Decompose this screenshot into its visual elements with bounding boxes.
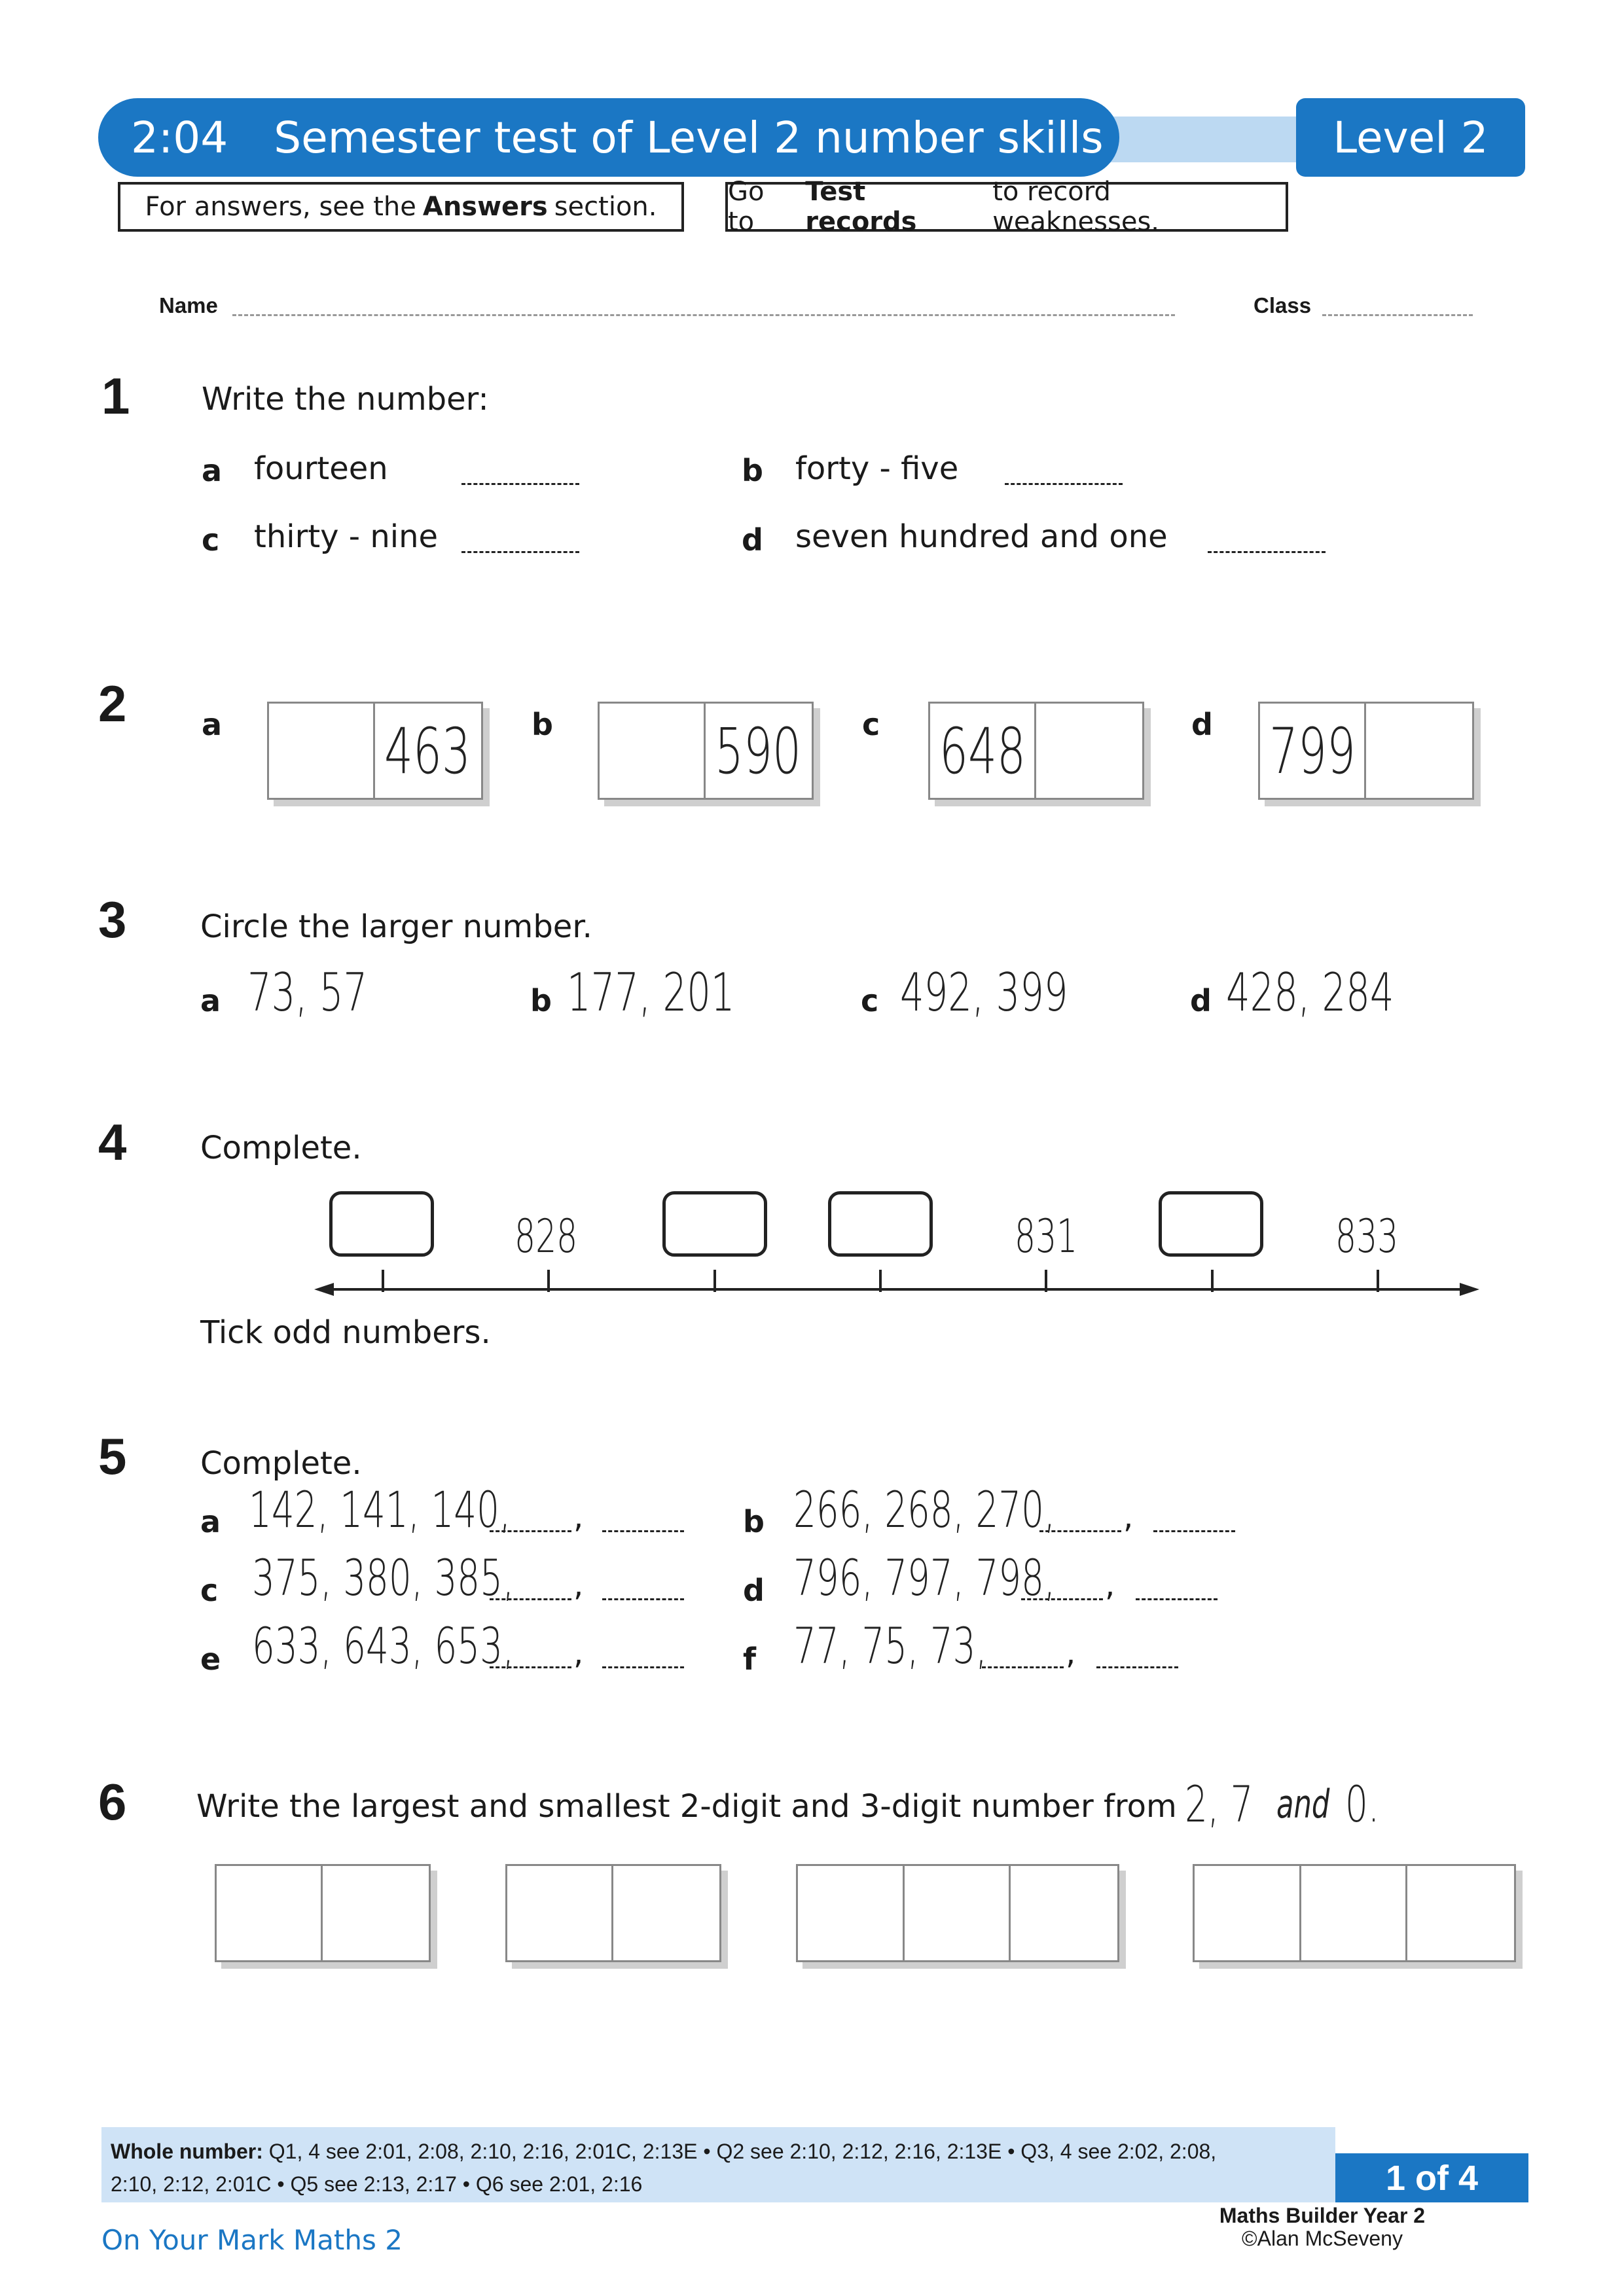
level-badge — [1296, 98, 1525, 177]
place-value-box — [598, 702, 814, 800]
item-text: forty - five — [795, 450, 959, 487]
question-prompt: Circle the larger number. — [200, 908, 592, 945]
item-label: c — [862, 707, 880, 742]
number-line-box[interactable] — [662, 1191, 767, 1257]
cell-value: 590 — [715, 715, 801, 788]
level-label: Level 2 — [1333, 112, 1489, 163]
item-label: b — [742, 453, 763, 488]
digit-cell[interactable] — [323, 1866, 429, 1960]
question-number: 3 — [98, 891, 127, 948]
class-label: Class — [1254, 293, 1312, 317]
answer-blank[interactable] — [490, 1598, 571, 1600]
number-line-tick — [1377, 1270, 1379, 1292]
series-name: On Your Mark Maths 2 — [101, 2224, 403, 2256]
item-label: a — [202, 707, 223, 742]
number-line — [314, 1276, 1479, 1302]
digit-cell[interactable] — [798, 1866, 905, 1960]
number-line-tick — [547, 1270, 550, 1292]
answer-blank[interactable] — [490, 1530, 571, 1532]
digit-cell[interactable] — [507, 1866, 613, 1960]
number-line-box[interactable] — [329, 1191, 434, 1257]
number-line-box[interactable] — [1159, 1191, 1263, 1257]
question-prompt: Write the number: — [202, 381, 489, 418]
digit-cell[interactable] — [1195, 1866, 1301, 1960]
item-label: d — [1191, 707, 1213, 742]
item-label: d — [743, 1573, 765, 1608]
item-text: fourteen — [254, 450, 388, 487]
class-field[interactable] — [1322, 314, 1473, 316]
and-word: and — [1276, 1782, 1330, 1827]
answer-blank[interactable] — [602, 1598, 684, 1600]
number-line-box[interactable] — [828, 1191, 933, 1257]
arrow-right-icon — [1460, 1283, 1479, 1296]
given-digits: 2, 7 — [1185, 1775, 1254, 1833]
answer-grid-2digit — [505, 1864, 721, 1962]
number-line-tick — [1045, 1270, 1047, 1292]
reference-text: Q1, 4 see 2:01, 2:08, 2:10, 2:16, 2:01C, 2:13E • Q2 see 2:10, 2:12, 2:16, 2:13E • Q3, 4 see 2:02, 2:08, — [262, 2140, 1217, 2163]
item-label: d — [1190, 983, 1212, 1018]
sequence: 375, 380, 385, — [252, 1549, 514, 1607]
question-number: 6 — [98, 1773, 127, 1831]
tick-odd-instruction: Tick odd numbers. — [200, 1314, 491, 1351]
item-label: f — [743, 1641, 757, 1677]
ones-cell[interactable] — [375, 704, 481, 798]
comma: , — [1123, 1499, 1134, 1535]
question-prompt: Complete. — [200, 1445, 362, 1482]
answer-blank[interactable] — [1021, 1598, 1103, 1600]
question-prompt: Write the largest and smallest 2-digit and 3-digit number from — [196, 1788, 1177, 1825]
answer-blank[interactable] — [461, 551, 579, 553]
name-label: Name — [159, 293, 218, 317]
ones-cell[interactable] — [1036, 704, 1142, 798]
records-note-text: Go to — [728, 177, 765, 237]
item-label: a — [200, 1504, 221, 1539]
comma: , — [1066, 1635, 1076, 1672]
number-line-label: 833 — [1335, 1210, 1399, 1263]
answer-blank[interactable] — [490, 1666, 571, 1668]
answer-grid-3digit — [796, 1864, 1119, 1962]
copyright: ©Alan McSeveny — [1242, 2227, 1403, 2250]
answer-blank[interactable] — [602, 1530, 684, 1532]
item-label: a — [200, 983, 221, 1018]
answer-blank[interactable] — [602, 1666, 684, 1668]
comma: , — [1105, 1567, 1115, 1604]
answer-blank[interactable] — [1153, 1530, 1235, 1532]
number-pair[interactable]: 428, 284 — [1226, 962, 1394, 1023]
item-text: seven hundred and one — [795, 518, 1168, 555]
number-pair[interactable]: 177, 201 — [567, 962, 735, 1023]
records-link: Test records — [805, 177, 917, 237]
answer-blank[interactable] — [1136, 1598, 1218, 1600]
question-number: 4 — [98, 1113, 127, 1171]
sequence: 77, 75, 73, — [793, 1617, 987, 1675]
answer-blank[interactable] — [1039, 1530, 1121, 1532]
item-text: thirty - nine — [254, 518, 439, 555]
digit-cell[interactable] — [1407, 1866, 1514, 1960]
section-code: 2:04 — [131, 112, 228, 163]
sequence: 633, 643, 653, — [252, 1617, 514, 1675]
item-label: a — [202, 453, 223, 488]
given-digit-last: 0. — [1345, 1775, 1380, 1833]
item-label: e — [200, 1641, 221, 1677]
number-pair[interactable]: 73, 57 — [247, 962, 368, 1023]
cell-value: 463 — [384, 715, 471, 788]
answer-blank[interactable] — [1005, 483, 1123, 485]
digit-cell[interactable] — [1301, 1866, 1408, 1960]
page-indicator — [1335, 2153, 1528, 2202]
comma: , — [573, 1567, 584, 1604]
place-value-box — [928, 702, 1144, 800]
number-line-label: 831 — [1015, 1210, 1078, 1263]
item-label: d — [742, 522, 763, 558]
records-note-suffix: to record weaknesses. — [992, 177, 1159, 237]
answer-blank[interactable] — [461, 483, 579, 485]
name-field[interactable] — [232, 314, 1175, 316]
number-line-tick — [879, 1270, 882, 1292]
place-value-box — [267, 702, 483, 800]
answers-note-suffix: section. — [554, 192, 657, 222]
tens-cell[interactable] — [269, 704, 375, 798]
question-number: 5 — [98, 1427, 127, 1485]
page-number: 1 of 4 — [1385, 2158, 1479, 2198]
digit-cell[interactable] — [905, 1866, 1011, 1960]
ones-cell[interactable] — [706, 704, 812, 798]
answer-blank[interactable] — [982, 1666, 1064, 1668]
answers-note-text: For answers, see the — [145, 192, 416, 222]
answers-note — [118, 182, 684, 232]
answer-grid-3digit — [1193, 1864, 1516, 1962]
digit-cell[interactable] — [217, 1866, 323, 1960]
item-label: c — [200, 1573, 219, 1608]
digit-cell[interactable] — [613, 1866, 719, 1960]
arrow-left-icon — [314, 1283, 334, 1296]
tens-cell[interactable] — [1260, 704, 1366, 798]
sequence: 796, 797, 798, — [793, 1549, 1056, 1607]
item-label: c — [202, 522, 220, 558]
digit-cell[interactable] — [1011, 1866, 1117, 1960]
cell-value: 799 — [1269, 715, 1356, 788]
sequence: 142, 141, 140, — [249, 1480, 511, 1539]
reference-line-2: 2:10, 2:12, 2:01C • Q5 see 2:13, 2:17 • Q6 see 2:01, 2:16 — [111, 2172, 643, 2196]
page-title: Semester test of Level 2 number skills — [274, 112, 1104, 163]
place-value-box — [1258, 702, 1474, 800]
title-banner — [98, 98, 1119, 177]
number-line-label: 828 — [514, 1210, 578, 1263]
item-label: b — [532, 707, 553, 742]
ones-cell[interactable] — [1366, 704, 1472, 798]
sequence: 266, 268, 270, — [793, 1480, 1056, 1539]
number-line-tick — [1211, 1270, 1214, 1292]
reference-heading: Whole number: — [111, 2140, 263, 2163]
tens-cell[interactable] — [930, 704, 1036, 798]
records-note — [725, 177, 1288, 237]
tens-cell[interactable] — [600, 704, 706, 798]
question-number: 1 — [101, 367, 130, 425]
comma: , — [573, 1499, 584, 1535]
answer-grid-2digit — [215, 1864, 431, 1962]
item-label: c — [861, 983, 879, 1018]
number-pair[interactable]: 492, 399 — [900, 962, 1068, 1023]
item-label: b — [743, 1504, 765, 1539]
reference-line-1 — [111, 2135, 1326, 2168]
number-line-tick — [713, 1270, 716, 1292]
book-title: Maths Builder Year 2 — [1219, 2204, 1426, 2227]
number-line-tick — [382, 1270, 384, 1292]
reference-footnote — [101, 2127, 1335, 2202]
comma: , — [573, 1635, 584, 1672]
answers-link: Answers — [422, 192, 548, 222]
question-number: 2 — [98, 675, 127, 732]
answer-blank[interactable] — [1208, 551, 1326, 553]
question-prompt: Complete. — [200, 1130, 362, 1166]
cell-value: 648 — [939, 715, 1026, 788]
item-label: b — [530, 983, 552, 1018]
answer-blank[interactable] — [1096, 1666, 1178, 1668]
